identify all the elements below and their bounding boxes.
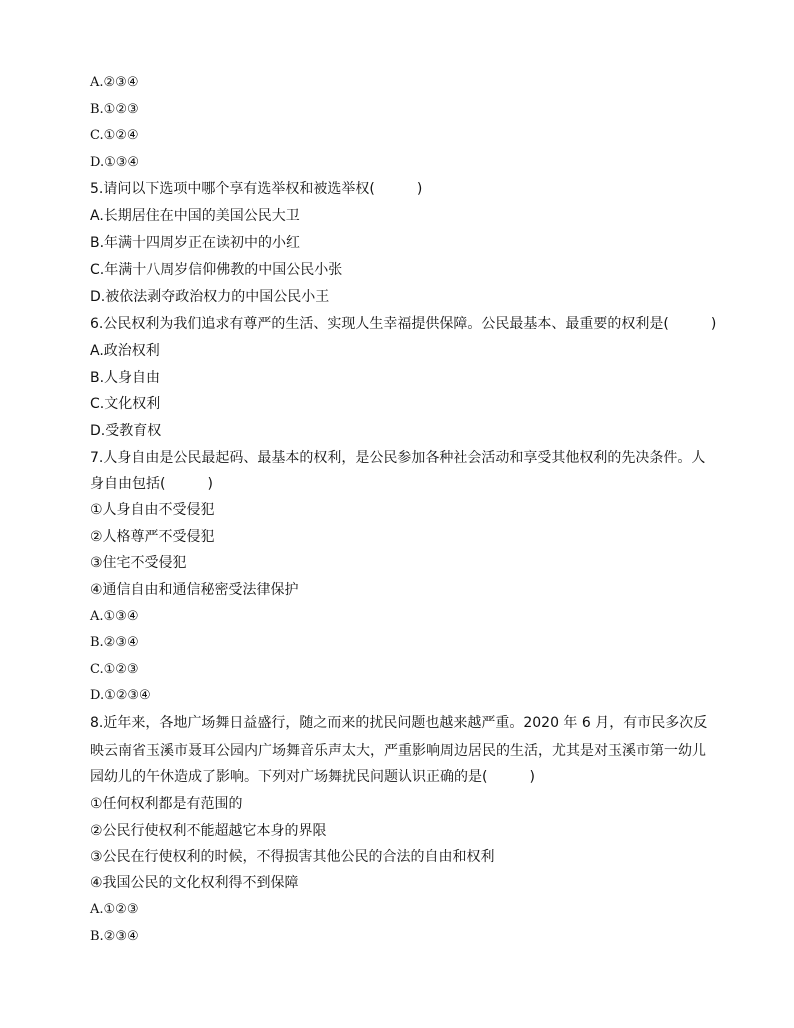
q8-statement-2: ②公民行使权利不能超越它本身的界限 [90, 823, 327, 839]
q7-option-d: D.①②③④ [90, 688, 151, 703]
q8-option-a: A.①②③ [90, 902, 139, 917]
q7-statement-3: ③住宅不受侵犯 [90, 555, 187, 571]
q5-option-b: B.年满十四周岁正在读初中的小红 [90, 235, 301, 251]
q6-option-c: C.文化权利 [90, 396, 161, 412]
q8-stem-line3: 园幼儿的午休造成了影响。下列对广场舞扰民问题认识正确的是( ) [90, 769, 535, 785]
q8-statement-3: ③公民在行使权利的时候，不得损害其他公民的合法的自由和权利 [90, 849, 495, 865]
q7-option-a: A.①③④ [90, 609, 139, 624]
q7-stem-line2: 身自由包括( ) [90, 476, 213, 492]
q7-statement-1: ①人身自由不受侵犯 [90, 502, 215, 518]
q8-statement-4: ④我国公民的文化权利得不到保障 [90, 875, 299, 891]
q4-option-d: D.①③④ [90, 155, 140, 170]
q4-option-a: A.②③④ [90, 75, 139, 90]
q8-stem-line1: 8.近年来，各地广场舞日益盛行，随之而来的扰民问题也越来越严重。2020 年 6 月，有市民多次反 [90, 715, 708, 731]
q7-option-b: B.②③④ [90, 635, 139, 650]
q5-stem: 5.请问以下选项中哪个享有选举权和被选举权( ) [90, 181, 423, 197]
q6-stem: 6.公民权利为我们追求有尊严的生活、实现人生幸福提供保障。公民最基本、最重要的权利是( ) [90, 316, 717, 332]
q4-option-c: C.①②④ [90, 128, 139, 143]
q6-option-d: D.受教育权 [90, 423, 162, 439]
q5-option-d: D.被依法剥夺政治权力的中国公民小王 [90, 289, 330, 305]
q5-option-c: C.年满十八周岁信仰佛教的中国公民小张 [90, 262, 343, 278]
q4-option-b: B.①②③ [90, 102, 139, 117]
q8-statement-1: ①任何权利都是有范围的 [90, 796, 243, 812]
q8-option-b: B.②③④ [90, 929, 139, 944]
q7-statement-4: ④通信自由和通信秘密受法律保护 [90, 582, 299, 598]
q8-stem-line2: 映云南省玉溪市聂耳公园内广场舞音乐声太大，严重影响周边居民的生活，尤其是对玉溪市第一幼儿 [90, 743, 706, 759]
q5-option-a: A.长期居住在中国的美国公民大卫 [90, 208, 300, 224]
q6-option-a: A.政治权利 [90, 343, 160, 359]
q7-option-c: C.①②③ [90, 662, 139, 677]
q7-statement-2: ②人格尊严不受侵犯 [90, 529, 215, 545]
q7-stem-line1: 7.人身自由是公民最起码、最基本的权利，是公民参加各种社会活动和享受其他权利的先决条件。人 [90, 450, 706, 466]
q6-option-b: B.人身自由 [90, 370, 161, 386]
